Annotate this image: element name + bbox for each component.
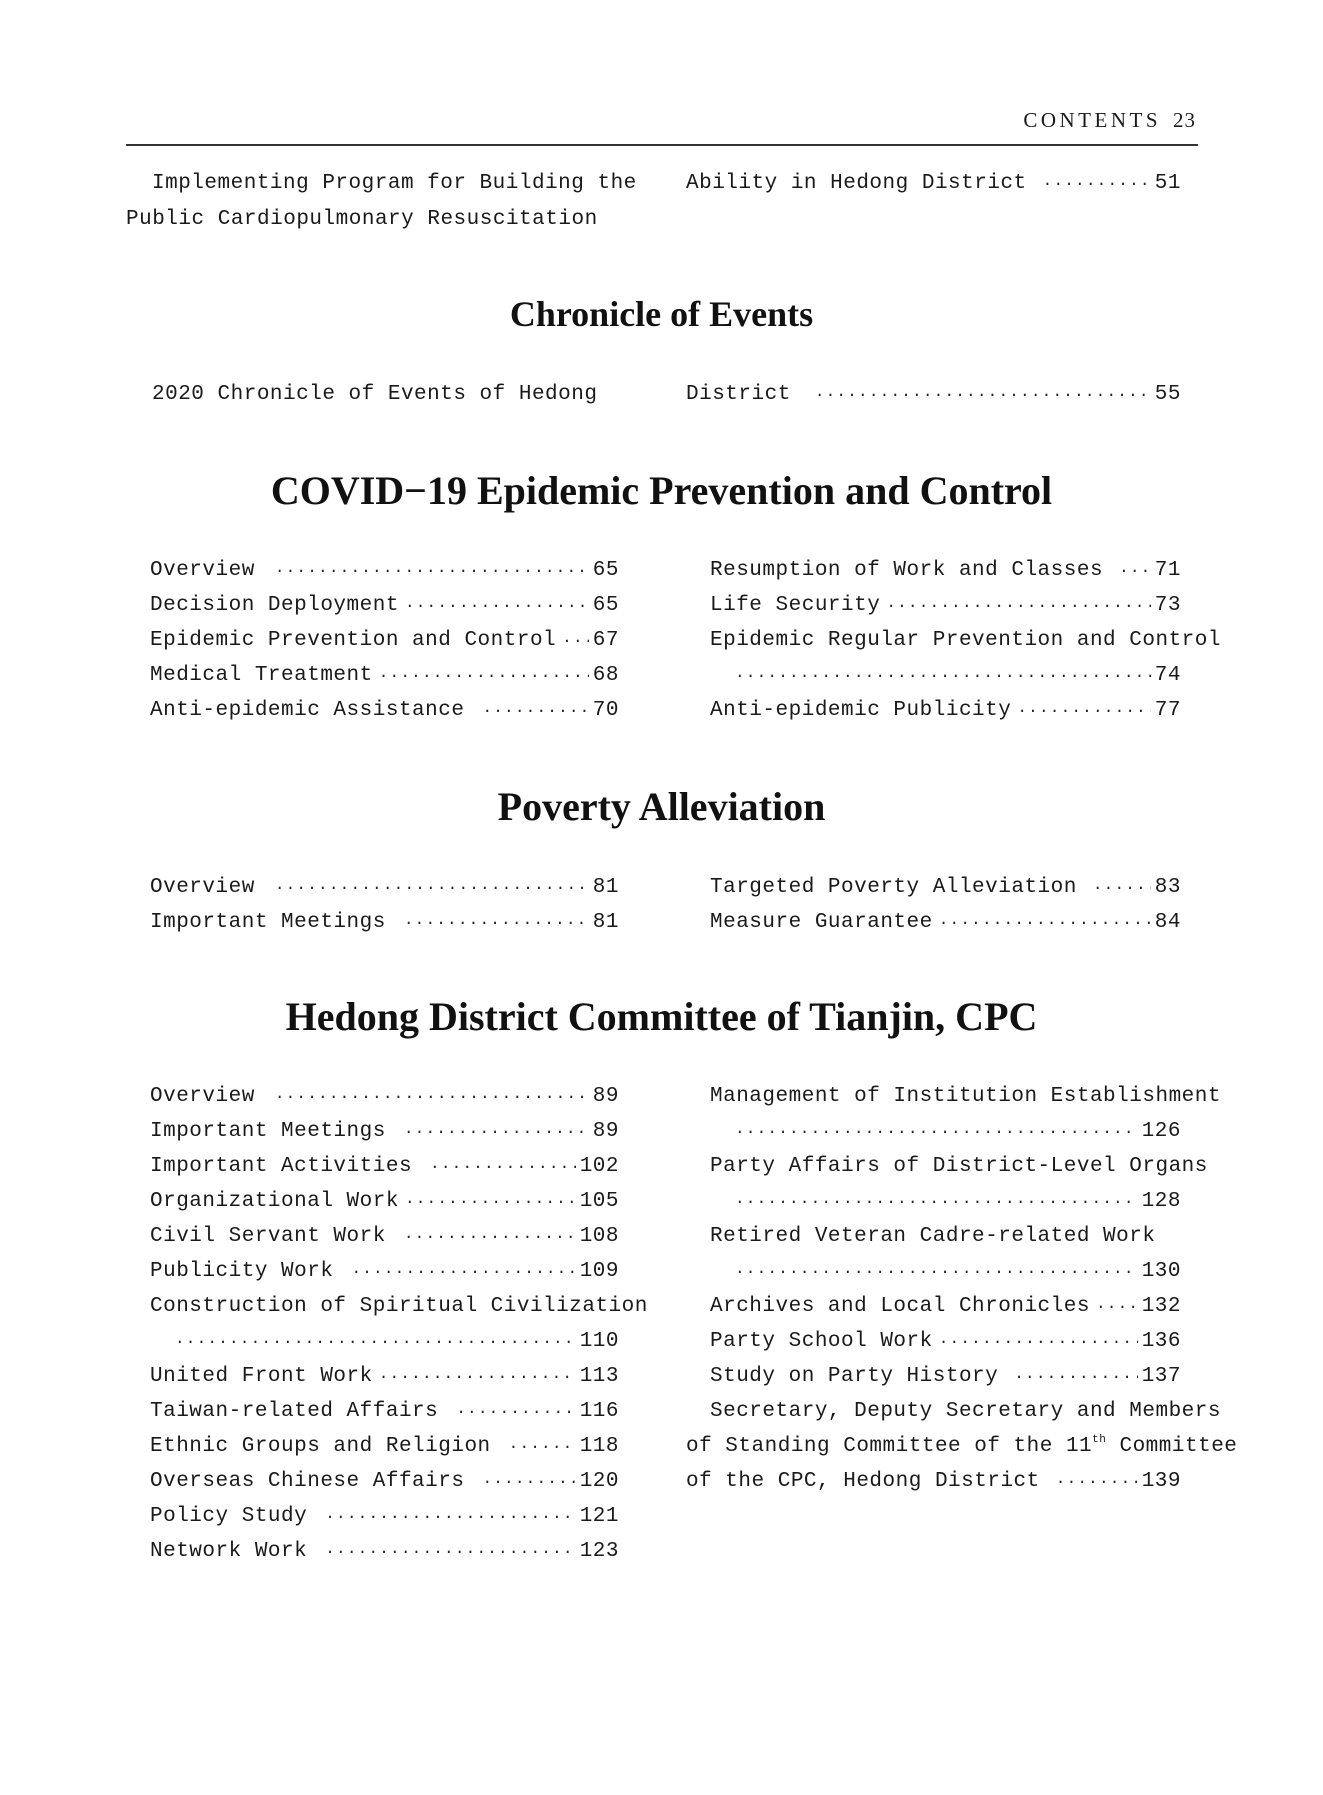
toc-entry[interactable]	[710, 698, 1181, 724]
toc-entry-label: United Front Work	[150, 1365, 373, 1388]
toc-entry-label: Measure Guarantee	[710, 911, 933, 934]
toc-entry-label: Publicity Work	[150, 1260, 334, 1283]
toc-entry-label[interactable]: Secretary, Deputy Secretary and Members	[710, 1400, 1221, 1423]
leader-dots	[430, 1154, 576, 1180]
toc-entry-continuation[interactable]	[735, 1189, 1181, 1215]
toc-entry-label: Archives and Local Chronicles	[710, 1295, 1090, 1318]
toc-page-number: 118	[579, 1435, 619, 1458]
toc-entry-label[interactable]: Construction of Spiritual Civilization	[150, 1295, 648, 1318]
toc-entry-label: Overview	[150, 559, 255, 582]
toc-entry-continuation[interactable]	[175, 1329, 619, 1355]
leader-dots	[275, 1084, 589, 1110]
toc-entry[interactable]	[150, 1224, 619, 1250]
page-number: 23	[1173, 108, 1196, 132]
toc-entry-label[interactable]: Management of Institution Establishment	[710, 1085, 1221, 1108]
toc-page-number: 84	[1154, 911, 1181, 934]
toc-entry-label: Ability in Hedong District	[686, 172, 1027, 195]
toc-page-number: 123	[579, 1540, 619, 1563]
toc-entry[interactable]	[150, 1434, 619, 1460]
toc-page-number: 137	[1141, 1365, 1181, 1388]
leader-dots	[509, 1434, 576, 1460]
leader-dots	[405, 593, 589, 619]
toc-entry[interactable]	[150, 1469, 619, 1495]
header-title: CONTENTS	[1023, 108, 1161, 132]
toc-page-number: 128	[1141, 1190, 1181, 1213]
toc-entry-label: Epidemic Prevention and Control	[150, 629, 557, 652]
toc-page-number: 130	[1141, 1260, 1181, 1283]
toc-entry[interactable]	[150, 1504, 619, 1530]
leader-dots	[1043, 171, 1151, 197]
toc-page-number: 105	[579, 1190, 619, 1213]
toc-entry-label: Policy Study	[150, 1505, 308, 1528]
leader-dots	[735, 1189, 1138, 1215]
leader-dots	[1017, 698, 1150, 724]
toc-page-number: 136	[1141, 1330, 1181, 1353]
leader-dots	[735, 1119, 1138, 1145]
section-heading-covid: COVID−19 Epidemic Prevention and Control	[270, 468, 1053, 513]
toc-entry-label: Important Activities	[150, 1155, 413, 1178]
toc-entry-label: Taiwan-related Affairs	[150, 1400, 439, 1423]
leader-dots	[456, 1399, 575, 1425]
toc-entry[interactable]	[150, 1259, 619, 1285]
toc-entry[interactable]	[710, 1364, 1181, 1390]
toc-entry[interactable]	[150, 1189, 619, 1215]
toc-entry[interactable]	[150, 663, 619, 689]
toc-page-number: 71	[1154, 559, 1181, 582]
leader-dots	[939, 910, 1151, 936]
toc-entry-label: Life Security	[710, 594, 881, 617]
leader-dots	[351, 1259, 575, 1285]
toc-page-number: 74	[1154, 664, 1181, 687]
toc-entry[interactable]	[150, 910, 619, 936]
toc-entry-label: District	[686, 383, 791, 406]
toc-page-number: 81	[592, 876, 619, 899]
toc-page-number: 113	[579, 1365, 619, 1388]
section-heading-poverty: Poverty Alleviation	[497, 784, 826, 829]
toc-page-number: 65	[592, 594, 619, 617]
toc-page-number: 65	[592, 559, 619, 582]
toc-entry[interactable]	[686, 1469, 1181, 1495]
leader-dots	[735, 1259, 1138, 1285]
leader-dots	[1014, 1364, 1137, 1390]
toc-entry-label: Decision Deployment	[150, 594, 399, 617]
toc-page-number: 108	[579, 1225, 619, 1248]
toc-page-number: 139	[1141, 1470, 1181, 1493]
toc-entry-label: Medical Treatment	[150, 664, 373, 687]
toc-page-number: 77	[1154, 699, 1181, 722]
leader-dots	[1056, 1469, 1138, 1495]
leader-dots	[404, 910, 589, 936]
toc-entry-continuation[interactable]	[735, 663, 1181, 689]
leader-dots	[815, 382, 1151, 408]
toc-entry-label: Important Meetings	[150, 911, 386, 934]
leader-dots	[379, 1364, 576, 1390]
leader-dots	[939, 1329, 1138, 1355]
toc-page-number: 81	[592, 911, 619, 934]
leader-dots	[404, 1224, 576, 1250]
toc-entry-label: Study on Party History	[710, 1365, 999, 1388]
toc-entry[interactable]	[710, 910, 1181, 936]
toc-entry[interactable]	[150, 1154, 619, 1180]
toc-page-number: 89	[592, 1085, 619, 1108]
running-header	[126, 108, 1198, 146]
toc-page-number: 89	[592, 1120, 619, 1143]
toc-entry[interactable]	[710, 1329, 1181, 1355]
toc-entry[interactable]	[150, 558, 619, 584]
toc-entry[interactable]	[710, 875, 1181, 901]
toc-entry[interactable]	[150, 1119, 619, 1145]
leader-dots	[175, 1329, 576, 1355]
toc-page-number: 70	[592, 699, 619, 722]
toc-entry-label: Targeted Poverty Alleviation	[710, 876, 1077, 899]
toc-entry-continuation[interactable]	[735, 1259, 1181, 1285]
toc-entry-label: Organizational Work	[150, 1190, 399, 1213]
toc-entry[interactable]	[686, 171, 1181, 197]
toc-page-number: 120	[579, 1470, 619, 1493]
toc-entry-label: Important Meetings	[150, 1120, 386, 1143]
toc-page-number: 126	[1141, 1120, 1181, 1143]
toc-entry-text: Implementing Program for Building the	[152, 172, 637, 195]
toc-entry[interactable]	[150, 698, 619, 724]
toc-entry-label: Overseas Chinese Affairs	[150, 1470, 465, 1493]
label-text: Committee	[1106, 1435, 1238, 1458]
toc-entry-label: Resumption of Work and Classes	[710, 559, 1104, 582]
toc-entry-label: Party School Work	[710, 1330, 933, 1353]
leader-dots	[325, 1504, 575, 1530]
toc-page-number: 67	[592, 629, 619, 652]
leader-dots	[1119, 558, 1151, 584]
toc-entry-label: Ethnic Groups and Religion	[150, 1435, 491, 1458]
leader-dots	[1096, 1294, 1138, 1320]
toc-entry[interactable]	[150, 1399, 619, 1425]
toc-entry-label[interactable]: Party Affairs of District-Level Organs	[710, 1155, 1208, 1178]
leader-dots	[404, 1119, 589, 1145]
toc-page-number: 68	[592, 664, 619, 687]
toc-entry-label: of the CPC, Hedong District	[686, 1470, 1040, 1493]
toc-page-number: 110	[579, 1330, 619, 1353]
leader-dots	[275, 875, 589, 901]
leader-dots	[735, 663, 1151, 689]
toc-page-number: 102	[579, 1155, 619, 1178]
toc-entry-label[interactable]: Epidemic Regular Prevention and Control	[710, 629, 1221, 652]
toc-entry-label: Overview	[150, 876, 255, 899]
toc-page-number: 73	[1154, 594, 1181, 617]
toc-entry[interactable]	[150, 593, 619, 619]
ordinal-suffix: th	[1092, 1434, 1107, 1446]
section-heading-committee: Hedong District Committee of Tianjin, CPC	[285, 994, 1038, 1039]
toc-page-number: 121	[579, 1505, 619, 1528]
toc-entry-text: 2020 Chronicle of Events of Hedong	[152, 383, 598, 406]
toc-entry-label: Anti-epidemic Publicity	[710, 699, 1012, 722]
leader-dots	[325, 1539, 575, 1565]
toc-entry[interactable]	[150, 628, 619, 654]
leader-dots	[275, 558, 589, 584]
toc-entry-label[interactable]: Retired Veteran Cadre-related Work	[710, 1225, 1156, 1248]
leader-dots	[379, 663, 589, 689]
leader-dots	[886, 593, 1150, 619]
toc-entry-label: Anti-epidemic Assistance	[150, 699, 465, 722]
section-heading-chronicle: Chronicle of Events	[509, 294, 814, 334]
toc-page-number: 132	[1141, 1295, 1181, 1318]
toc-page-number: 51	[1154, 172, 1181, 195]
toc-page-number: 116	[579, 1400, 619, 1423]
toc-entry-label-continued[interactable]	[686, 1435, 1237, 1459]
toc-page-number: 55	[1154, 383, 1181, 406]
leader-dots	[482, 1469, 575, 1495]
toc-entry-text: Public Cardiopulmonary Resuscitation	[126, 208, 598, 231]
leader-dots	[1093, 875, 1151, 901]
toc-entry[interactable]	[710, 593, 1181, 619]
toc-entry[interactable]	[710, 1294, 1181, 1320]
toc-entry[interactable]	[150, 875, 619, 901]
toc-entry-label: Network Work	[150, 1540, 308, 1563]
running-header-text	[1023, 108, 1196, 133]
toc-entry-continuation[interactable]	[735, 1119, 1181, 1145]
toc-entry[interactable]	[150, 1084, 619, 1110]
toc-page-number: 109	[579, 1260, 619, 1283]
leader-dots	[482, 698, 588, 724]
label-text: of Standing Committee of the 11	[686, 1435, 1093, 1458]
toc-entry[interactable]	[150, 1539, 619, 1565]
toc-page-number: 83	[1154, 876, 1181, 899]
toc-entry-label: Overview	[150, 1085, 255, 1108]
toc-entry[interactable]	[150, 1364, 619, 1390]
leader-dots	[405, 1189, 576, 1215]
leader-dots	[562, 628, 589, 654]
toc-entry[interactable]	[710, 558, 1181, 584]
toc-entry[interactable]	[686, 382, 1181, 408]
toc-entry-label: Civil Servant Work	[150, 1225, 386, 1248]
